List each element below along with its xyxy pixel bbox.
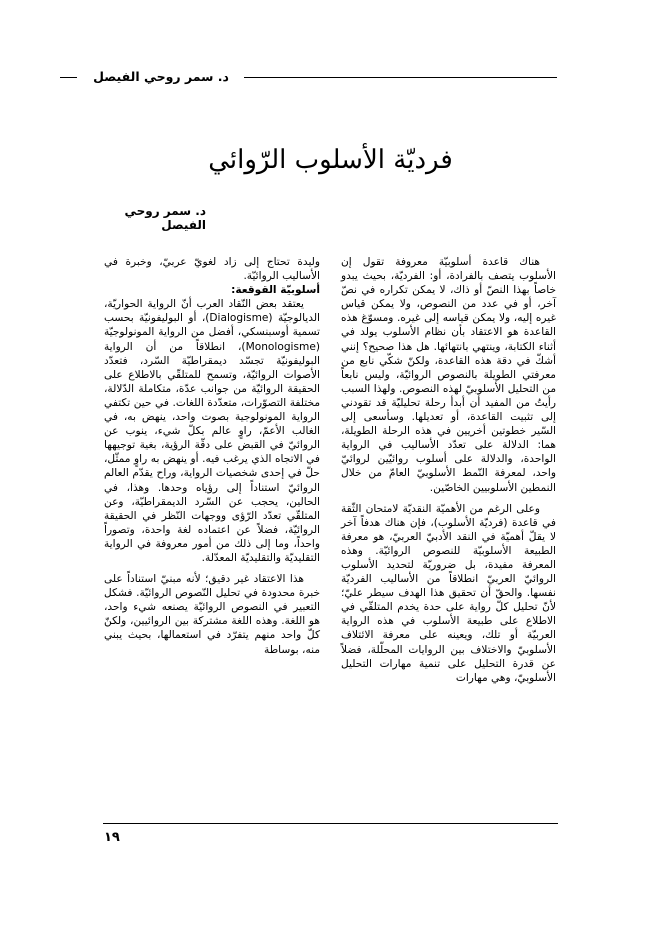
right-column <box>341 255 556 815</box>
body-paragraph: يعتقد بعض النّقاد العرب أنّ الرواية الحواريّة، الديالوجيّة (Dialogisme)، أو البوليفونيّة بحسب تسمية أوسبنسكي، أفضل من الرواية المونولوجيّة (Monologisme)، انطلاقاً من أن الرواية البوليفونيّة تجسّد ديمقراطيّة السّرد، فتعدّد الأصوات الروائيّة، وتسمح للمتلقّي بالاطلاع على الحقيقة الروائيّة من جوانب عدّة، متكاملة الدّلالة، مختلفة التصوّرات، متعدّدة اللغات. في حين تكتفي الرواية المونولوجية بصوت واحد، ينهض به، في الغالب الأعمّ، راوٍ عالم بكلّ شيء، ينوب عن الروائيّ في القبض على دقّة الرؤية، بغية توجيهها في الاتجاه الذي يرغب فيه. أو ينهض به راوٍ ممثّل، حلّ في إحدى شخصيات الرواية، وراح يقدّم العالم الروائيّ استناداً إلى رؤياه وحدها. وهذا، في الحالين، يحجب عن السّرد الديمقراطيّة، وعن المتلقّي تعدّد الرّؤى ووجهات النّظر في الحقيقة الروائيّة، فضلاً عن اعتماده لغة واحدة، وتصوراً واحداً، وما إلى ذلك من أمور معروفة في الرواية التقليديّة والتقليديّة المعدّلة. <box>104 298 320 564</box>
page-number: ١٩ <box>104 830 120 845</box>
body-paragraph: وليدة تحتاج إلى زاد لغويّ عربيّ، وخبرة في الأساليب الروائيّة. <box>104 256 320 283</box>
body-paragraph: هذا الاعتقاد غير دقيق؛ لأنه مبنيّ استناداً على خبرة محدودة في تحليل النّصوص الروائيّة. فشكل التعبير في النصوص الروائيّة يصنعه شيء واحد، هو اللغة. وهذه اللغة مشتركة بين الروائيين، ولكنّ كلّ واحد منهم يتفرّد في استعمالها، بحيث يبني منه، بوساطة <box>104 573 320 656</box>
running-head-rule-right <box>244 77 557 78</box>
left-column <box>104 255 320 815</box>
article-title: فرديّة الأسلوب الرّوائي <box>208 145 453 175</box>
running-head-author: د. سمر روحي الفيصل <box>93 69 229 84</box>
body-paragraph: هناك قاعدة أسلوبيّة معروفة تقول إن الأسلوب يتصف بالفرادة، أو: الفرديّة، بحيث يبدو خاصاً بهذا النصّ أو ذاك، لا يمكن تكراره في نصّ آخر، أو في عدد من النصوص، ولا يمكن قياس غيره إليه، ولا يمكن قياسه إلى غيره. ومسوّغ هذه القاعدة هو الاعتقاد بأن نظام الأسلوب يولد في أثناء الكتابة، وينتهي بانتهائها. هل هذا صحيح؟ إنني أشكّ في دقة هذه القاعدة، ولكنّ شكّي نابع من معرفتي الطويلة بالنصوص الروائيّة، وليس نابعاً من التحليل الأسلوبيّ لهذه النصوص. ولهذا السبب رأيتُ من المفيد أن أبدأ رحلة تحليليّة قد تقودني إلى تثبيت القاعدة، أو تعديلها. وسأسعى إلى السّير خطوتين أخريين في هذه الرحلة الطويلة، هما: الدلالة على تعدّد الأساليب في الرواية الواحدة، والدلالة على أسلوب روائيّين لروائيّ واحد، لمعرفة النّمط الأسلوبيّ العامّ من خلال النمطين الأسلوبيين الخاصّين. <box>341 256 556 494</box>
section-heading: أسلوبيّة القوقعة: <box>231 284 320 297</box>
running-head <box>0 67 661 87</box>
running-head-rule-left <box>60 77 77 78</box>
body-paragraph: وعلى الرغم من الأهميّة النقديّة لامتحان الثّقة في قاعدة (فرديّة الأسلوب)، فإن هناك هدفاً آخر لا يقلّ أهميّة في النقد الأدبيّ العربيّ، هو معرفة الطبيعة الأسلوبيّة للنصوص الروائيّة. وهذه المعرفة مفيدة، بل ضروريّة لتحديد الأسلوب الروائيّ العربيّ انطلاقاً من الأساليب الفرديّة نفسها. والحقّ أن تحقيق هذا الهدف سيطر عليّ؛ لأنّ تحليل كلّ رواية على حدة يخدم المتلقّي في الاطلاع على طبيعة الأسلوب في هذه الرواية العربيّة أو تلك، ويعينه على معرفة الائتلاف الأسلوبيّ والاختلاف بين الروايات المحلّلة، فضلاً عن قدرة التحليل على تنمية مهارات التحليل الأسلوبيّ، وهي مهارات <box>341 502 556 684</box>
footer-rule <box>103 823 558 824</box>
article-author: د. سمر روحي الفيصل <box>124 204 206 232</box>
